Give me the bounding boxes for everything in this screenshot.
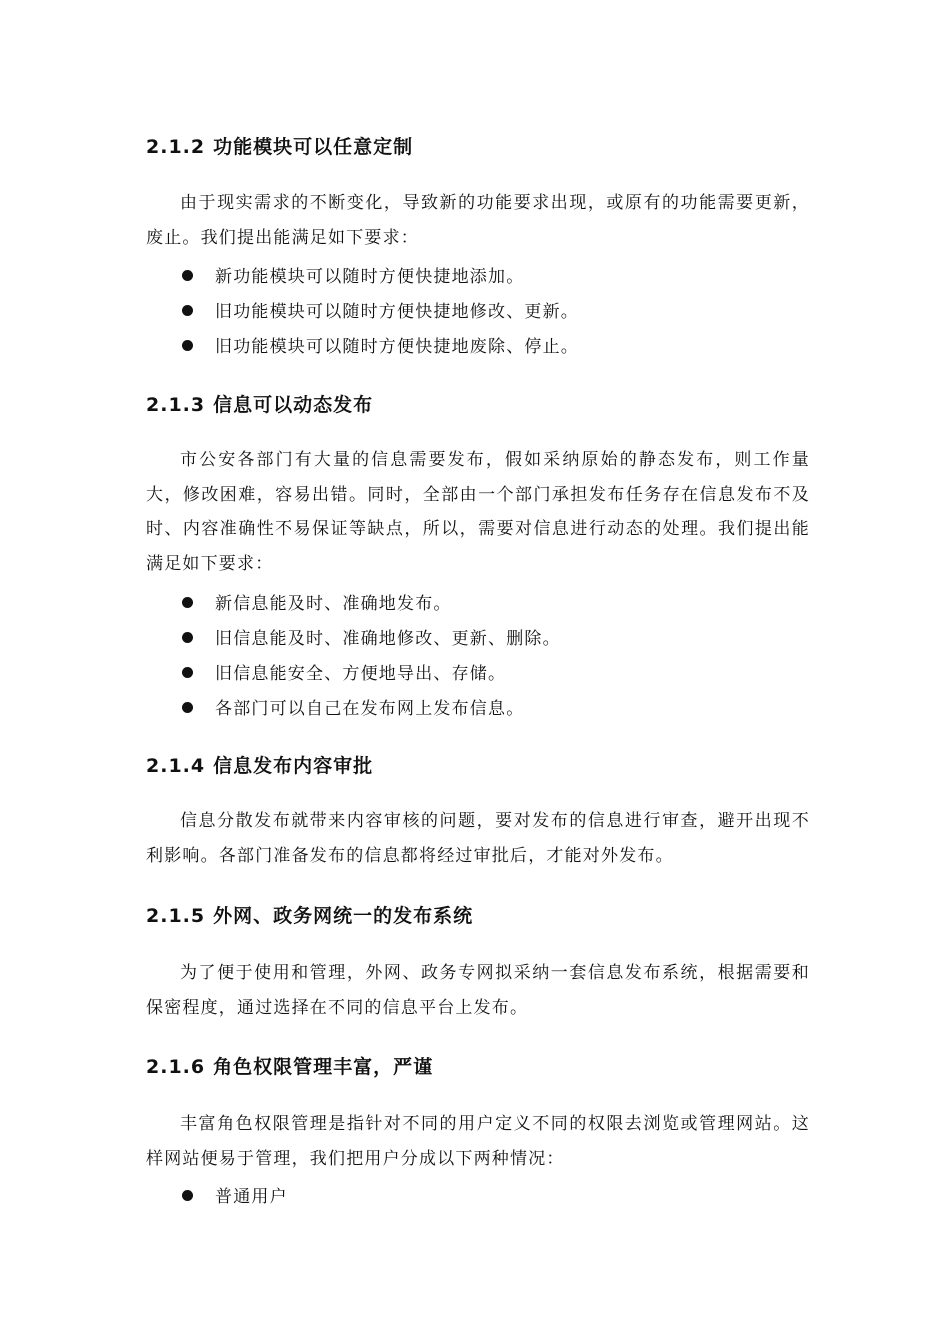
bullet-dot-icon bbox=[182, 1190, 193, 1201]
bullet-dot-icon bbox=[182, 305, 193, 316]
section-title: 角色权限管理丰富，严谨 bbox=[213, 1056, 434, 1078]
bullet-dot-icon bbox=[182, 632, 193, 643]
paragraph: 为了便于使用和管理，外网、政务专网拟采纳一套信息发布系统，根据需要和保密程度，通过选择在不同的信息平台上发布。 bbox=[146, 963, 810, 1018]
bullet-dot-icon bbox=[182, 702, 193, 713]
bullet-item: 旧信息能及时、准确地修改、更新、删除。 bbox=[182, 624, 561, 649]
section-number: 2.1.4 bbox=[146, 755, 206, 777]
paragraph: 丰富角色权限管理是指针对不同的用户定义不同的权限去浏览或管理网站。这样网站便易于管理，我们把用户分成以下两种情况： bbox=[146, 1114, 810, 1169]
section-heading bbox=[146, 901, 473, 928]
section-heading bbox=[146, 751, 373, 778]
section-title: 功能模块可以任意定制 bbox=[213, 136, 414, 158]
section-title: 信息发布内容审批 bbox=[213, 755, 374, 777]
bullet-item: 新功能模块可以随时方便快捷地添加。 bbox=[182, 262, 524, 287]
section-heading bbox=[146, 1052, 433, 1079]
section-number: 2.1.2 bbox=[146, 136, 206, 158]
section-title: 外网、政务网统一的发布系统 bbox=[213, 905, 474, 927]
paragraph: 市公安各部门有大量的信息需要发布，假如采纳原始的静态发布，则工作量大，修改困难，容易出错。同时，全部由一个部门承担发布任务存在信息发布不及时、内容准确性不易保证等缺点，所以，需要对信息进行动态的处理。我们提出能满足如下要求： bbox=[146, 450, 810, 574]
bullet-item: 新信息能及时、准确地发布。 bbox=[182, 589, 452, 614]
section-number: 2.1.3 bbox=[146, 394, 206, 416]
bullet-dot-icon bbox=[182, 667, 193, 678]
bullet-dot-icon bbox=[182, 597, 193, 608]
bullet-item: 各部门可以自己在发布网上发布信息。 bbox=[182, 694, 524, 719]
paragraph: 信息分散发布就带来内容审核的问题，要对发布的信息进行审查，避开出现不利影响。各部门准备发布的信息都将经过审批后，才能对外发布。 bbox=[146, 811, 810, 866]
section-heading bbox=[146, 390, 373, 417]
bullet-item: 旧功能模块可以随时方便快捷地废除、停止。 bbox=[182, 332, 579, 357]
bullet-dot-icon bbox=[182, 270, 193, 281]
paragraph: 由于现实需求的不断变化，导致新的功能要求出现，或原有的功能需要更新，废止。我们提出能满足如下要求： bbox=[146, 193, 810, 248]
bullet-item: 旧信息能安全、方便地导出、存储。 bbox=[182, 659, 506, 684]
bullet-item: 普通用户 bbox=[182, 1182, 288, 1207]
section-title: 信息可以动态发布 bbox=[213, 394, 374, 416]
bullet-item: 旧功能模块可以随时方便快捷地修改、更新。 bbox=[182, 297, 579, 322]
section-number: 2.1.5 bbox=[146, 905, 206, 927]
section-heading bbox=[146, 132, 413, 159]
bullet-dot-icon bbox=[182, 340, 193, 351]
section-number: 2.1.6 bbox=[146, 1056, 206, 1078]
